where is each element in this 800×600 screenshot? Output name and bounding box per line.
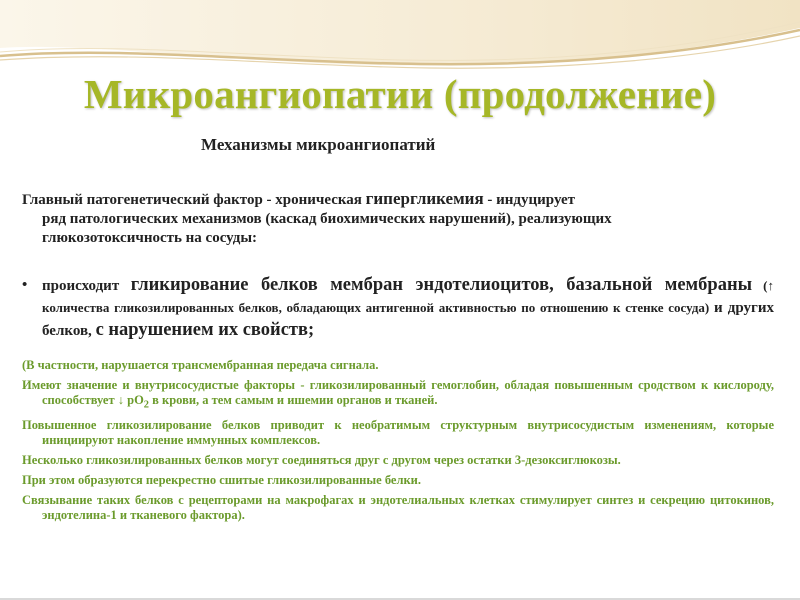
paragraph-text-4: глюкозотоксичность на сосуды: [42,230,258,246]
paragraph-text-1: Главный патогенетический фактор - хроническая [22,192,366,208]
note-line: При этом образуются перекрестно сшитые гликозилированные белки. [22,472,421,487]
note-text: Имеют значение и внутрисосудистые факторы - гликозилированный гемоглобин, обладая повышенным сродством к кислороду, способствует ↓ pO [22,378,774,407]
note-line: Несколько гликозилированных белков могут соединяться друг с другом через остатки 3-дезоксиглюкозы. [22,452,621,467]
note-line: Связывание таких белков с рецепторами на макрофагах и эндотелиальных клетках стимулирует синтез и секрецию цитокинов, эндотелина-1 и тканевого фактора). [22,492,774,522]
main-factor-paragraph [22,189,774,248]
bullet-text-3: (↑ количества гликозилированных белков, обладающих антигенной активностью по отношению к стенке сосуда) [42,278,774,315]
bullet-item [22,274,774,342]
note-text: в крови, а тем самым и ишемии органов и тканей. [149,393,438,407]
note-line [22,378,774,413]
note-subscript: 2 [143,399,149,411]
bullet-text-1: происходит [42,278,131,294]
header-decoration [0,0,800,75]
paragraph-text-3: ряд патологических механизмов (каскад биохимических нарушений), реализующих [42,211,612,227]
bullet-text-2: гликирование белков мембран эндотелиоцитов, базальной мембраны [130,275,753,295]
slide-title: Микроангиопатии (продолжение) [83,71,717,117]
hyperglycemia-term: гипергликемия [365,189,484,208]
notes-block [22,358,774,528]
bullet-text-4: и других белков, [42,300,774,339]
paragraph-text-2: - индуцирует [483,192,576,208]
note-line: Повышенное гликозилирование белков приводит к необратимым структурным внутрисосудистым изменениям, которые инициируют накопление иммунных комплексов. [22,417,774,447]
bullet-dot: • [22,277,28,293]
note-line: (В частности, нарушается трансмембранная передача сигнала. [22,358,379,372]
section-subtitle: Механизмы микроангиопатий [201,135,436,154]
bullet-text-5: с нарушением их свойств; [95,320,315,340]
